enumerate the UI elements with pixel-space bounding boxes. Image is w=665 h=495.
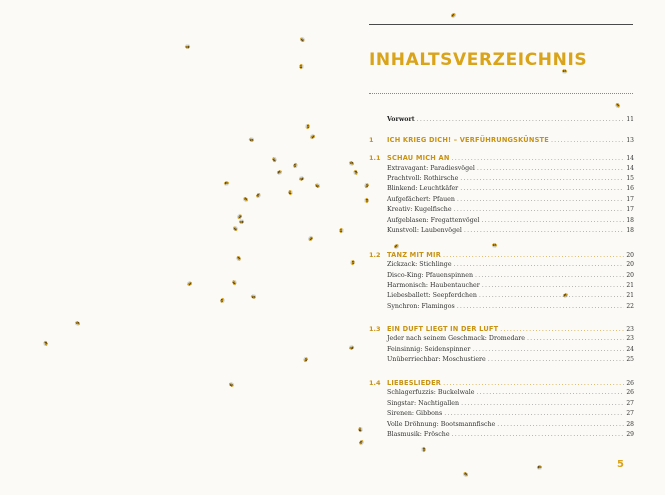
dotted-rule (369, 93, 633, 94)
bee-icon (306, 234, 314, 242)
toc-page-number: 21 (626, 282, 634, 289)
bee-icon (241, 195, 250, 203)
toc-title: Blinkend: Leuchtkäfer (387, 185, 459, 192)
toc-row-section (369, 378, 634, 388)
toc-row-section (369, 324, 634, 334)
toc-page-number: 26 (626, 389, 634, 396)
toc-page-number: 11 (626, 116, 634, 123)
toc-title: Disco-King: Pfauenspinnen (387, 272, 473, 279)
bee-icon (304, 123, 310, 131)
bee-icon (234, 254, 242, 263)
toc-page-number: 20 (626, 272, 634, 279)
bee-icon (184, 44, 191, 49)
dot-leader (482, 281, 624, 291)
toc-title: Harmonisch: Haubentaucher (387, 282, 480, 289)
toc-number: 1.1 (369, 154, 381, 162)
toc-title: ICH KRIEG DICH! – VERFÜHRUNGSKÜNSTE (387, 136, 549, 144)
bee-icon (223, 181, 231, 187)
toc-page-number: 18 (626, 217, 634, 224)
toc-row-section (369, 153, 634, 163)
toc-row-entry (369, 271, 634, 281)
toc-page-number: 13 (626, 137, 634, 144)
bee-icon (231, 224, 239, 233)
dot-leader (457, 195, 624, 205)
toc-title: Blasmusik: Frösche (387, 431, 450, 438)
toc-title: TANZ MIT MIR (387, 251, 441, 259)
toc-number: 1 (369, 136, 374, 144)
toc-page-number: 14 (626, 155, 634, 162)
dot-leader (454, 260, 624, 270)
bee-icon (449, 11, 458, 19)
dot-leader (444, 409, 624, 419)
toc-title: Kunstvoll: Laubenvögel (387, 227, 462, 234)
page-number: 5 (617, 459, 624, 470)
toc-row-section (369, 250, 634, 260)
toc-row-entry (369, 345, 634, 355)
bee-icon (227, 380, 236, 388)
dot-leader (479, 291, 624, 301)
toc-row-entry (369, 388, 634, 398)
toc-title: Liebesballett: Seepferdchen (387, 292, 477, 299)
toc-page-number: 20 (626, 252, 634, 259)
bee-icon (357, 426, 363, 434)
bee-icon (421, 446, 426, 453)
toc-title: Prachtvoll: Rothirsche (387, 175, 459, 182)
toc-title: Unüberriechbar: Moschustiere (387, 356, 486, 363)
bee-icon (613, 101, 621, 110)
bee-icon (287, 189, 293, 197)
toc-title: Synchron: Flamingos (387, 303, 455, 310)
dot-leader (457, 302, 624, 312)
dot-leader (464, 226, 624, 236)
bee-icon (254, 191, 262, 200)
dot-leader (461, 399, 624, 409)
toc-page-number: 27 (626, 410, 634, 417)
toc-number: 1.4 (369, 379, 381, 387)
bee-icon (231, 278, 239, 286)
top-rule (369, 24, 633, 25)
dot-leader (476, 388, 624, 398)
toc-page-number: 25 (626, 356, 634, 363)
toc-page-number: 20 (626, 261, 634, 268)
bee-icon (297, 175, 305, 182)
dot-leader (475, 271, 624, 281)
bee-icon (299, 63, 304, 70)
toc-row-entry (369, 302, 634, 312)
bee-icon (238, 219, 245, 224)
bee-icon (73, 320, 81, 327)
toc-page-number: 29 (626, 431, 634, 438)
toc-row-entry (369, 399, 634, 409)
dot-leader (452, 154, 624, 164)
dot-leader (527, 334, 624, 344)
toc-row-entry (369, 216, 634, 226)
bee-icon (185, 280, 194, 288)
toc-title: Vorwort (387, 116, 415, 123)
toc-title: Zickzack: Stichlinge (387, 261, 452, 268)
toc-title: Volle Dröhnung: Bootsmannfische (387, 421, 496, 428)
toc-title: Extravagant: Paradiesvögel (387, 165, 475, 172)
bee-icon (308, 133, 317, 141)
dot-leader (452, 430, 624, 440)
bee-icon (42, 339, 49, 347)
toc-heading: INHALTSVERZEICHNIS (369, 50, 588, 70)
toc-title: Singstar: Nachtigallen (387, 400, 460, 407)
bee-icon (247, 136, 255, 143)
bee-icon (313, 182, 322, 190)
toc-row-entry (369, 195, 634, 205)
toc-row-entry (369, 174, 634, 184)
toc-row-entry (369, 291, 634, 301)
dot-leader (417, 115, 624, 125)
bee-icon (352, 168, 359, 176)
bee-icon (347, 344, 355, 351)
toc-row-entry (369, 409, 634, 419)
toc-page-number: 27 (626, 400, 634, 407)
bee-icon (271, 155, 279, 164)
toc-title: Sirenen: Gibbons (387, 410, 443, 417)
toc-page-number: 15 (626, 175, 634, 182)
toc-page-number: 22 (626, 303, 634, 310)
toc-title: Feinsinnig: Seidenspinner (387, 346, 471, 353)
toc-page-number: 23 (626, 326, 634, 333)
bee-icon (298, 35, 306, 44)
bee-icon (491, 242, 499, 248)
toc-title: Aufgeblasen: Fregattenvögel (387, 217, 480, 224)
bee-icon (292, 161, 299, 169)
toc-page-number: 18 (626, 227, 634, 234)
bee-icon (357, 438, 365, 447)
toc-page-number: 23 (626, 335, 634, 342)
toc-number: 1.2 (369, 251, 381, 259)
toc-title: LIEBESLIEDER (387, 379, 442, 387)
toc-page-number: 28 (626, 421, 634, 428)
toc-row-entry (369, 260, 634, 270)
bee-icon (339, 227, 345, 234)
toc-title: Aufgefächert: Pfauen (387, 196, 455, 203)
toc-row-entry (369, 355, 634, 365)
toc-page-number: 17 (626, 206, 634, 213)
dot-leader (460, 184, 624, 194)
toc-page-number: 16 (626, 185, 634, 192)
toc-row-entry (369, 226, 634, 236)
dot-leader (460, 174, 624, 184)
toc-page-number: 24 (626, 346, 634, 353)
dot-leader (477, 164, 624, 174)
toc-number: 1.3 (369, 325, 381, 333)
toc-title: EIN DUFT LIEGT IN DER LUFT (387, 325, 499, 333)
dot-leader (481, 216, 624, 226)
toc-title: Kreativ: Kugelfische (387, 206, 452, 213)
toc-row-entry (369, 205, 634, 215)
dot-leader (488, 355, 624, 365)
dot-leader (454, 205, 624, 215)
toc-row-entry (369, 430, 634, 440)
toc-row-entry (369, 164, 634, 174)
toc-title: SCHAU MICH AN (387, 154, 450, 162)
bee-icon (349, 259, 355, 267)
dot-leader (551, 136, 624, 146)
bee-icon (347, 160, 355, 167)
toc-title: Jeder nach seinem Geschmack: Dromedare (387, 335, 525, 342)
bee-icon (302, 355, 310, 364)
toc-page-number: 14 (626, 165, 634, 172)
bee-icon (536, 465, 543, 471)
dot-leader (472, 345, 624, 355)
toc-page-number: 17 (626, 196, 634, 203)
bee-icon (219, 296, 226, 304)
bee-icon (461, 470, 470, 478)
toc-row-foreword (369, 115, 634, 125)
dot-leader (497, 420, 624, 430)
toc-title: Schlagerfuzzis: Buckelwale (387, 389, 475, 396)
toc-row-entry (369, 281, 634, 291)
toc-page-number: 21 (626, 292, 634, 299)
toc-row-entry (369, 184, 634, 194)
toc-page-number: 26 (626, 380, 634, 387)
toc-row-entry (369, 334, 634, 344)
bee-icon (249, 293, 257, 300)
toc-row-entry (369, 420, 634, 430)
toc-row-chapter (369, 135, 634, 145)
bee-icon (275, 169, 283, 176)
